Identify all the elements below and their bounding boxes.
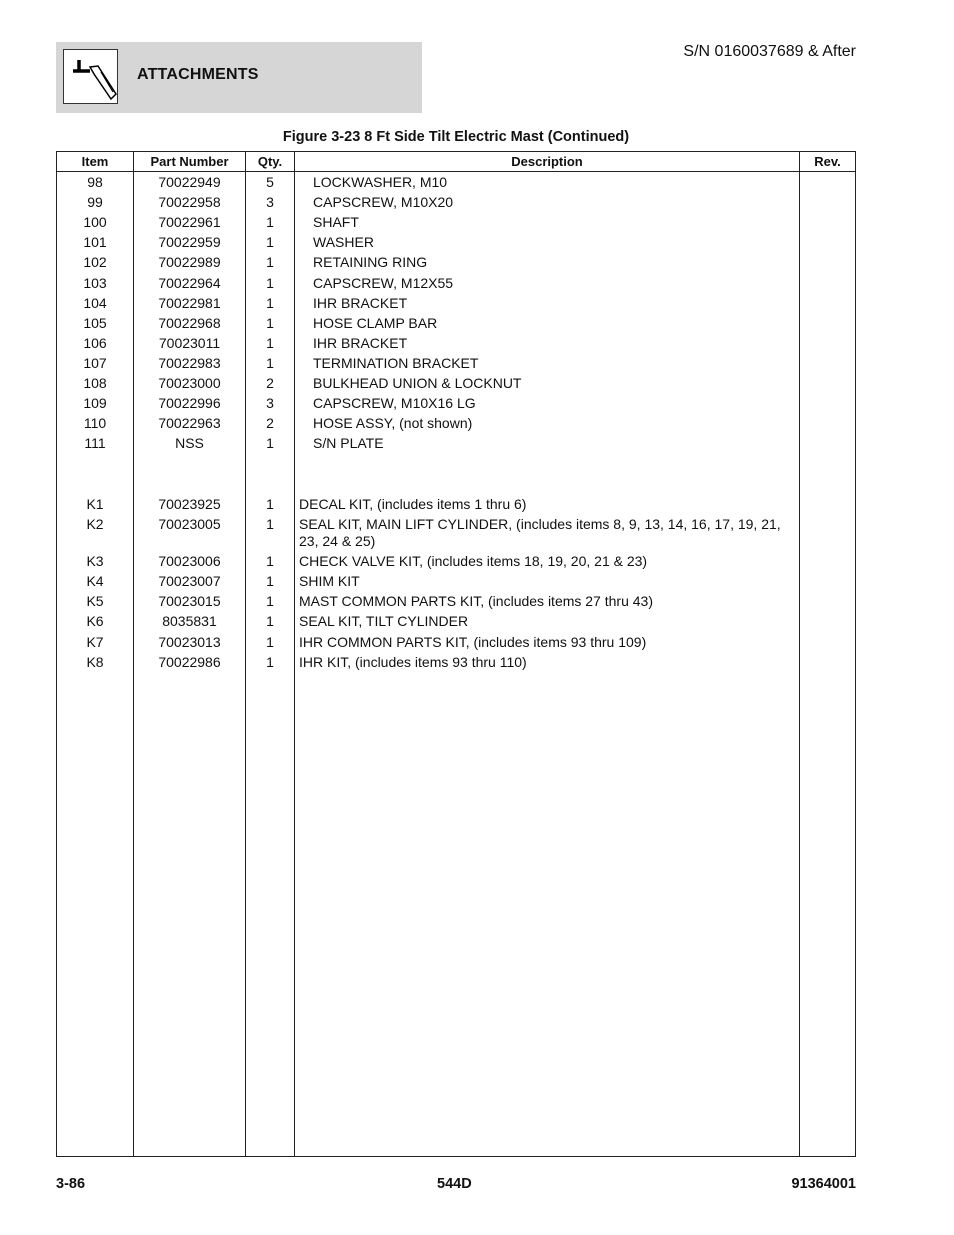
cell-qty: 2 (266, 375, 274, 391)
cell-item: K6 (86, 613, 104, 629)
cell-part-number: 70023925 (158, 496, 221, 512)
cell-part-number: 70022996 (158, 395, 221, 411)
cell-part-number: 70022964 (158, 275, 221, 291)
serial-number: S/N 0160037689 & After (683, 43, 856, 60)
cell-description: IHR COMMON PARTS KIT, (includes items 93 thru 109) (299, 634, 647, 650)
cell-qty: 5 (266, 174, 274, 190)
cell-qty: 1 (266, 613, 274, 629)
cell-qty: 1 (266, 496, 274, 512)
cell-part-number: 70022959 (158, 234, 221, 250)
cell-part-number: 70022989 (158, 254, 221, 270)
cell-part-number: 70023000 (158, 375, 221, 391)
cell-qty: 1 (266, 254, 274, 270)
parts-table (56, 151, 856, 1157)
section-title: ATTACHMENTS (137, 66, 259, 83)
cell-part-number: 70023007 (158, 573, 221, 589)
column-header-rev: Rev. (814, 154, 841, 169)
cell-description: CHECK VALVE KIT, (includes items 18, 19, 20, 21 & 23) (299, 553, 648, 569)
cell-description: DECAL KIT, (includes items 1 thru 6) (299, 496, 527, 512)
cell-item: 106 (83, 335, 107, 351)
cell-description: WASHER (313, 234, 374, 250)
cell-description: IHR KIT, (includes items 93 thru 110) (299, 654, 527, 670)
cell-qty: 1 (266, 654, 274, 670)
cell-part-number: 70023005 (158, 516, 221, 532)
cell-part-number: 70023015 (158, 593, 221, 609)
cell-part-number: 70023006 (158, 553, 221, 569)
column-header-item: Item (81, 154, 109, 169)
cell-item: 98 (87, 174, 103, 190)
cell-item: 101 (83, 234, 107, 250)
cell-description: HOSE CLAMP BAR (313, 315, 438, 331)
cell-qty: 1 (266, 335, 274, 351)
cell-part-number: NSS (175, 435, 204, 451)
cell-part-number: 70022983 (158, 355, 221, 371)
cell-item: 102 (83, 254, 107, 270)
cell-qty: 3 (266, 395, 274, 411)
cell-description: S/N PLATE (313, 435, 384, 451)
cell-description: BULKHEAD UNION & LOCKNUT (313, 375, 522, 391)
cell-description: SHAFT (313, 214, 359, 230)
cell-qty: 1 (266, 593, 274, 609)
header-divider (57, 171, 855, 172)
cell-item: 99 (87, 194, 103, 210)
cell-part-number: 70023013 (158, 634, 221, 650)
attachment-wrench-icon (63, 49, 118, 104)
cell-item: 100 (83, 214, 107, 230)
cell-qty: 1 (266, 553, 274, 569)
cell-item: K8 (86, 654, 104, 670)
cell-part-number: 70023011 (158, 335, 221, 351)
page-number: 3-86 (56, 1176, 86, 1192)
cell-item: 110 (83, 415, 107, 431)
cell-description: SEAL KIT, TILT CYLINDER (299, 613, 469, 629)
cell-description: RETAINING RING (313, 254, 428, 270)
document-number: 91364001 (791, 1176, 856, 1192)
cell-description: CAPSCREW, M10X16 LG (313, 395, 476, 411)
cell-qty: 3 (266, 194, 274, 210)
cell-qty: 1 (266, 234, 274, 250)
cell-description: TERMINATION BRACKET (313, 355, 479, 371)
column-header-part-number: Part Number (150, 154, 229, 169)
cell-item: 109 (83, 395, 107, 411)
column-header-description: Description (511, 154, 583, 169)
cell-qty: 1 (266, 573, 274, 589)
cell-part-number: 70022961 (158, 214, 221, 230)
column-header-qty: Qty. (257, 154, 283, 169)
cell-item: 105 (83, 315, 107, 331)
cell-description: SHIM KIT (299, 573, 360, 589)
cell-item: K3 (86, 553, 104, 569)
cell-part-number: 70022963 (158, 415, 221, 431)
cell-item: K2 (86, 516, 104, 532)
cell-part-number: 70022968 (158, 315, 221, 331)
header-band (56, 42, 422, 113)
cell-item: 107 (83, 355, 107, 371)
cell-qty: 1 (266, 315, 274, 331)
cell-item: K4 (86, 573, 104, 589)
cell-item: 111 (84, 435, 106, 451)
cell-qty: 1 (266, 355, 274, 371)
cell-qty: 1 (266, 634, 274, 650)
cell-part-number: 70022981 (158, 295, 221, 311)
cell-description: MAST COMMON PARTS KIT, (includes items 27 thru 43) (299, 593, 653, 609)
column-divider (294, 152, 295, 1156)
cell-item: 103 (83, 275, 107, 291)
cell-part-number: 70022958 (158, 194, 221, 210)
cell-qty: 2 (266, 415, 274, 431)
cell-part-number: 8035831 (162, 613, 217, 629)
model-number: 544D (437, 1176, 472, 1192)
cell-description: IHR BRACKET (313, 295, 408, 311)
cell-part-number: 70022949 (158, 174, 221, 190)
cell-qty: 1 (266, 435, 274, 451)
cell-item: K1 (86, 496, 104, 512)
cell-description: CAPSCREW, M12X55 (313, 275, 454, 291)
cell-description: CAPSCREW, M10X20 (313, 194, 454, 210)
cell-description: LOCKWASHER, M10 (313, 174, 448, 190)
cell-qty: 1 (266, 214, 274, 230)
cell-item: 104 (83, 295, 107, 311)
cell-qty: 1 (266, 516, 274, 532)
cell-item: K7 (86, 634, 104, 650)
cell-item: K5 (86, 593, 104, 609)
figure-title: Figure 3-23 8 Ft Side Tilt Electric Mast (Continued) (282, 129, 630, 145)
cell-description: HOSE ASSY, (not shown) (313, 415, 473, 431)
cell-description: IHR BRACKET (313, 335, 408, 351)
cell-part-number: 70022986 (158, 654, 221, 670)
cell-item: 108 (83, 375, 107, 391)
cell-qty: 1 (266, 275, 274, 291)
cell-description: SEAL KIT, MAIN LIFT CYLINDER, (includes items 8, 9, 13, 14, 16, 17, 19, 21, 23, 24 & 25) (299, 516, 781, 549)
cell-qty: 1 (266, 295, 274, 311)
